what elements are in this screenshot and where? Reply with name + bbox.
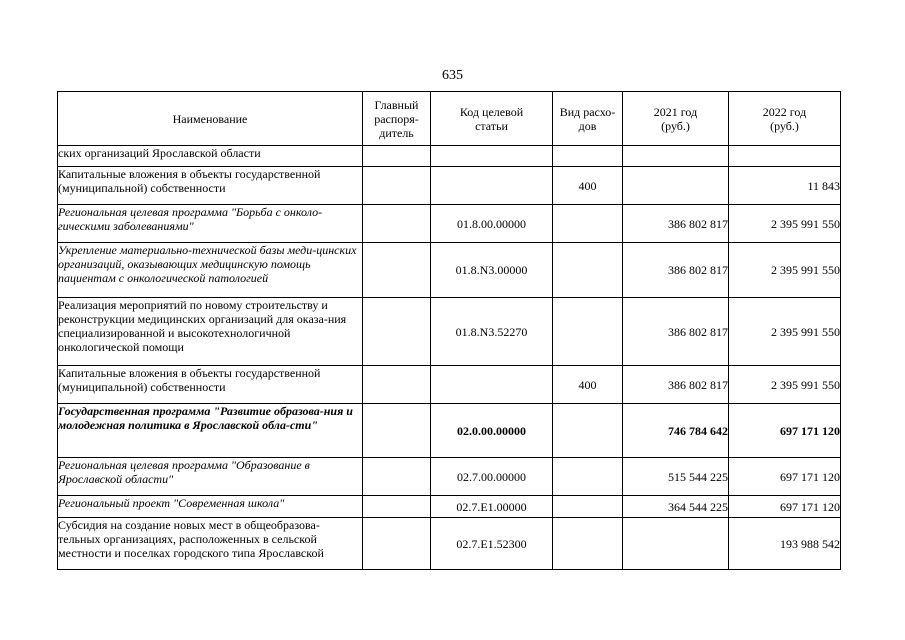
- row-manager: [363, 404, 431, 458]
- row-2022: 2 395 991 550: [729, 205, 841, 243]
- row-name: Субсидия на создание новых мест в общеобразова-тельных организациях, расположенных в сельской местности и поселках городского типа Ярославской: [58, 518, 363, 570]
- row-kind: [553, 404, 623, 458]
- table-row: [58, 205, 841, 243]
- row-2022: 193 988 542: [729, 518, 841, 570]
- row-manager: [363, 167, 431, 205]
- column-header-code: Код целевой статьи: [431, 92, 553, 146]
- row-kind: [553, 458, 623, 496]
- table-row: [58, 458, 841, 496]
- row-2022: 697 171 120: [729, 496, 841, 518]
- row-kind: 400: [553, 366, 623, 404]
- row-manager: [363, 298, 431, 366]
- row-name: Региональная целевая программа "Борьба с онколо-гическими заболеваниями": [58, 205, 363, 243]
- row-name: Капитальные вложения в объекты государственной (муниципальной) собственности: [58, 167, 363, 205]
- row-code: [431, 146, 553, 167]
- row-2021: [623, 146, 729, 167]
- row-2021: [623, 518, 729, 570]
- row-2021: [623, 167, 729, 205]
- row-2022: 697 171 120: [729, 404, 841, 458]
- row-manager: [363, 458, 431, 496]
- row-code: 02.7.E1.52300: [431, 518, 553, 570]
- row-2022: [729, 146, 841, 167]
- row-name: Региональная целевая программа "Образование в Ярославской области": [58, 458, 363, 496]
- row-code: [431, 366, 553, 404]
- row-name: ских организаций Ярославской области: [58, 146, 363, 167]
- row-2021: 386 802 817: [623, 366, 729, 404]
- row-manager: [363, 366, 431, 404]
- row-kind: [553, 496, 623, 518]
- column-header-name: Наименование: [58, 92, 363, 146]
- table-row: [58, 518, 841, 570]
- row-manager: [363, 518, 431, 570]
- row-kind: [553, 518, 623, 570]
- row-2022: 2 395 991 550: [729, 366, 841, 404]
- row-name: Государственная программа "Развитие образова-ния и молодежная политика в Ярославской обла-сти": [58, 404, 363, 458]
- column-header-kind: Вид расхо- дов: [553, 92, 623, 146]
- row-kind: [553, 205, 623, 243]
- row-manager: [363, 243, 431, 298]
- row-code: 01.8.N3.52270: [431, 298, 553, 366]
- table-row: [58, 496, 841, 518]
- table-row: [58, 298, 841, 366]
- row-2021: 364 544 225: [623, 496, 729, 518]
- row-kind: [553, 243, 623, 298]
- page-number: 635: [442, 68, 463, 83]
- row-2021: 386 802 817: [623, 243, 729, 298]
- row-2022: 697 171 120: [729, 458, 841, 496]
- row-2021: 386 802 817: [623, 298, 729, 366]
- row-manager: [363, 146, 431, 167]
- row-2021: 746 784 642: [623, 404, 729, 458]
- row-2022: 11 843: [729, 167, 841, 205]
- row-2021: 386 802 817: [623, 205, 729, 243]
- row-manager: [363, 205, 431, 243]
- row-kind: [553, 146, 623, 167]
- row-name: Капитальные вложения в объекты государственной (муниципальной) собственности: [58, 366, 363, 404]
- table-row: [58, 146, 841, 167]
- table-row: [58, 404, 841, 458]
- table-row: [58, 243, 841, 298]
- row-name: Реализация мероприятий по новому строительству и реконструкции медицинских организаций для оказа-ния специализированной и высокотехнологичной онкологической помощи: [58, 298, 363, 366]
- column-header-2021: 2021 год (руб.): [623, 92, 729, 146]
- row-2021: 515 544 225: [623, 458, 729, 496]
- row-code: 01.8.N3.00000: [431, 243, 553, 298]
- row-kind: [553, 298, 623, 366]
- table-header-row: [58, 92, 841, 146]
- column-header-manager: Главный распоря- дитель: [363, 92, 431, 146]
- column-header-2022: 2022 год (руб.): [729, 92, 841, 146]
- row-code: 02.0.00.00000: [431, 404, 553, 458]
- row-name: Региональный проект "Современная школа": [58, 496, 363, 518]
- row-kind: 400: [553, 167, 623, 205]
- table-row: [58, 366, 841, 404]
- row-name: Укрепление материально-технической базы меди-цинских организаций, оказывающих медицинскую помощь пациентам с онкологической патологией: [58, 243, 363, 298]
- row-code: 02.7.E1.00000: [431, 496, 553, 518]
- row-code: 01.8.00.00000: [431, 205, 553, 243]
- row-code: 02.7.00.00000: [431, 458, 553, 496]
- budget-table: [57, 91, 841, 570]
- row-code: [431, 167, 553, 205]
- row-2022: 2 395 991 550: [729, 298, 841, 366]
- table-row: [58, 167, 841, 205]
- row-2022: 2 395 991 550: [729, 243, 841, 298]
- row-manager: [363, 496, 431, 518]
